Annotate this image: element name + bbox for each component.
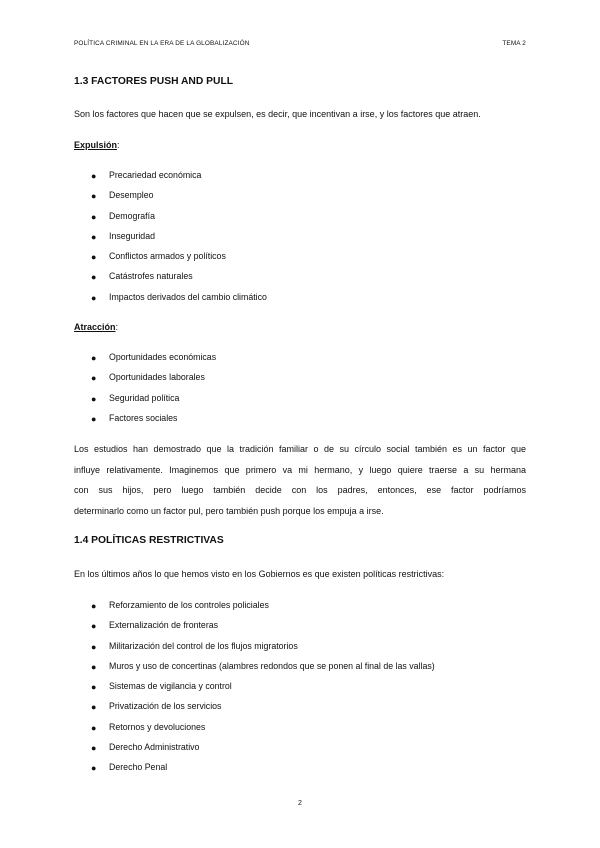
- page-number: 2: [298, 800, 302, 807]
- list-item: ● Militarización del control de los flujos migratorios: [91, 640, 298, 652]
- bullet-icon: ●: [91, 353, 97, 363]
- list-item: ● Reforzamiento de los controles policiales: [91, 600, 269, 611]
- atraccion-label: Atracción: [74, 322, 116, 332]
- paragraph-line: determinarlo como un factor pul, pero también push porque los empuja a irse.: [74, 505, 384, 516]
- bullet-icon: ●: [91, 621, 97, 632]
- list-item: ● Derecho Administrativo: [91, 742, 200, 754]
- bullet-icon: ●: [91, 171, 97, 181]
- atraccion-heading: Atracción:: [74, 322, 119, 332]
- bullet-icon: ●: [91, 722, 97, 733]
- page-header: [74, 40, 526, 52]
- list-item: ● Seguridad política: [91, 392, 180, 404]
- bullet-icon: ●: [91, 743, 97, 754]
- list-item: ● Inseguridad: [91, 230, 155, 242]
- section-title-politicas: 1.4 POLÍTICAS RESTRICTIVAS: [74, 535, 224, 546]
- bullet-icon: ●: [91, 292, 97, 303]
- bullet-icon: ●: [91, 211, 97, 222]
- list-item: ● Oportunidades económicas: [91, 352, 217, 363]
- expulsion-list: [74, 169, 267, 311]
- list-item: ● Sistemas de vigilancia y control: [91, 681, 232, 693]
- bullet-icon: ●: [91, 393, 97, 404]
- bullet-icon: ●: [91, 601, 97, 611]
- bullet-icon: ●: [91, 373, 97, 384]
- list-item: ● Privatización de los servicios: [91, 701, 222, 713]
- list-item: ● Retornos y devoluciones: [91, 721, 206, 733]
- header-title: POLÍTICA CRIMINAL EN LA ERA DE LA GLOBALIZACIÓN: [74, 40, 250, 47]
- expulsion-label: Expulsión: [74, 140, 118, 150]
- politicas-list: [74, 599, 435, 782]
- list-item: ● Conflictos armados y políticos: [91, 251, 226, 263]
- header-chapter: TEMA 2: [502, 40, 526, 47]
- bullet-icon: ●: [91, 763, 97, 774]
- list-item: ● Derecho Penal: [91, 762, 168, 774]
- bullet-icon: ●: [91, 252, 97, 263]
- push-pull-paragraph: [74, 443, 526, 525]
- list-item: ● Muros y uso de concertinas (alambres redondos que se ponen al final de las vallas): [91, 660, 435, 672]
- bullet-icon: ●: [91, 231, 97, 242]
- bullet-icon: ●: [91, 702, 97, 713]
- paragraph-line: Los estudios han demostrado que la tradición familiar o de su círculo social también es un factor que: [74, 444, 526, 454]
- bullet-icon: ●: [91, 682, 97, 693]
- bullet-icon: ●: [91, 272, 97, 283]
- section-intro: Son los factores que hacen que se expulsen, es decir, que incentivan a irse, y los factores que atraen.: [74, 109, 481, 119]
- list-item: ● Desempleo: [91, 190, 154, 202]
- list-item: ● Oportunidades laborales: [91, 372, 205, 384]
- bullet-icon: ●: [91, 661, 97, 672]
- list-item: ● Catástrofes naturales: [91, 271, 193, 283]
- list-item: ● Externalización de fronteras: [91, 620, 219, 632]
- paragraph-line: influye relativamente. Imaginemos que primero va mi hermano, y luego quiere traerse a su hermana: [74, 464, 526, 475]
- section-intro: En los últimos años lo que hemos visto en los Gobiernos es que existen políticas restrictivas:: [74, 569, 445, 579]
- bullet-icon: ●: [91, 641, 97, 652]
- atraccion-list: [74, 351, 216, 432]
- list-item: ● Precariedad económica: [91, 170, 202, 181]
- list-item: ● Demografía: [91, 210, 155, 222]
- list-item: ● Impactos derivados del cambio climático: [91, 291, 267, 303]
- bullet-icon: ●: [91, 191, 97, 202]
- paragraph-line: con sus hijos, pero luego también decide con los padres, entonces, ese factor podríamos: [74, 485, 526, 495]
- section-title-push-pull: 1.3 FACTORES PUSH AND PULL: [74, 76, 234, 87]
- list-item: ● Factores sociales: [91, 412, 178, 424]
- bullet-icon: ●: [91, 413, 97, 424]
- expulsion-heading: Expulsión:: [74, 140, 120, 150]
